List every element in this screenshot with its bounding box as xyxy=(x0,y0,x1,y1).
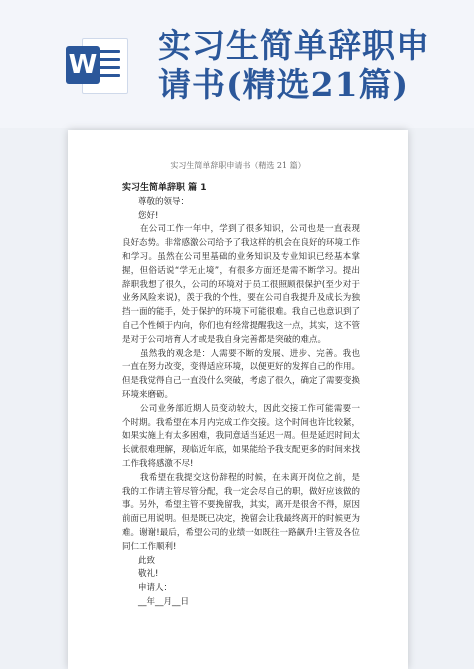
body-paragraph: 虽然我的观念是：人需要不断的发展、进步、完善。我也一直在努力改变，变得适应环境，以便更好的发挥自己的作用。但是我觉得自己一直没什么突破，考虑了很久，确定了需要变换环境来磨砺。 xyxy=(122,348,361,400)
greeting-line: 您好! xyxy=(138,210,159,221)
body-paragraph: 在公司工作一年中，学到了很多知识，公司也是一直表现良好态势。非常感激公司给予了我这样的机会在良好的环境工作和学习。虽然在公司里基础的业务知识及专业知识已经基本掌握，但俗话说“学无止境”，有很多方面还是需不断学习。提出辞职我想了很久，公司的环境对于员工很照顾很保护(至少对于业务风险来说)，羡于我的个性，要在公司自我提升及成长为独挡一面的能手，处于保护的环境下可能很难。我自己也意识到了自己个性倾于内向，你们也有经常提醒我这一点，其实，这不管是对于公司培育人才或是我自身完善都是突破的难点。 xyxy=(122,224,361,345)
word-document-icon xyxy=(66,36,128,94)
applicant-label: 申请人： xyxy=(138,583,173,594)
word-logo-letter: W xyxy=(66,46,100,84)
salutation-line: 尊敬的领导： xyxy=(138,196,190,207)
page-title: 实习生简单辞职申请书(精选21篇) xyxy=(158,26,430,104)
document-heading: 实习生简单辞职 篇 1 xyxy=(122,183,207,193)
date-line: __年__月__日 xyxy=(138,596,190,607)
closing-line: 此致 xyxy=(138,555,156,566)
document-body xyxy=(122,182,360,610)
document-header: 实习生简单辞职申请书（精选 21 篇） xyxy=(170,161,306,170)
body-paragraph: 我希望在我提交这份辞程的时候，在未离开岗位之前，是我的工作请主管尽管分配，我一定会尽自己的职，做好应该做的事。另外，希望主管不要挽留我，其实，离开是很舍不得，原因前面已用说明。但是既已决定，挽留会让我最终离开的时候更为难。谢谢!最后，希望公司的业绩一如既往一路飙升!主管及各位同仁工作顺利! xyxy=(122,472,361,552)
document-page xyxy=(68,130,408,669)
closing-salute: 敬礼! xyxy=(138,569,159,580)
body-paragraph: 公司业务部近期人员变动较大，因此交接工作可能需要一个时期。我希望在本月内完成工作交接。这个时间也许比较紧，如果实施上有太多困难，我同意适当延迟一周。但是延迟时间太长就很难理解，现临近年底，如果能给予我支配更多的时间来找工作我将感激不尽! xyxy=(122,403,361,469)
banner xyxy=(0,0,474,128)
